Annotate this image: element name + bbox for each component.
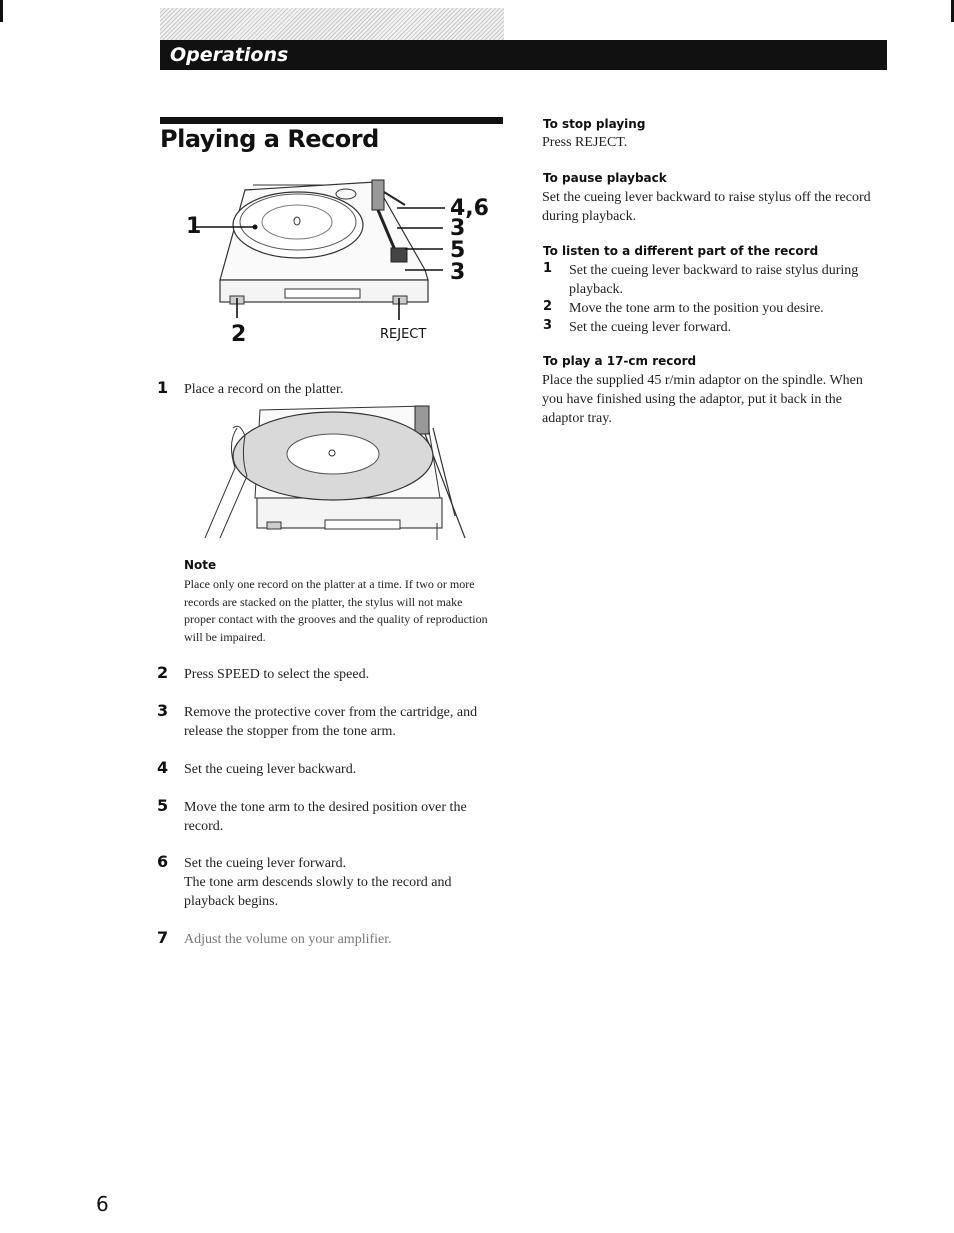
callout-label: 5 [450,238,466,263]
step-number: 1 [157,378,169,397]
step-number: 2 [157,663,169,682]
note-heading: Note [184,558,217,572]
section-heading-pause: To pause playback [543,171,667,185]
callout-label: 4,6 [450,196,489,221]
page-edge-mark [0,0,3,22]
callout-label: 2 [231,322,247,347]
list-text: Set the cueing lever backward to raise stylus during playback. [569,263,859,297]
step-text: Adjust the volume on your amplifier. [184,932,392,947]
step-text: Press SPEED to select the speed. [184,667,370,682]
section-text-17cm: Place the supplied 45 r/min adaptor on the spindle. When you have finished using the adaptor, put it back in the adaptor tray. [542,373,863,426]
step-text: Place a record on the platter. [184,382,344,397]
section-title: Operations [170,44,289,66]
list-text: Move the tone arm to the position you desire. [569,301,824,316]
reject-label: REJECT [380,327,427,342]
note-text: Place only one record on the platter at a time. If two or more records are stacked on the platter, the stylus will not make proper contact with the grooves and the quality of reproduction will be impaired. [184,577,488,644]
callout-label: 3 [450,260,466,285]
page-title: Playing a Record [160,125,379,153]
header-texture [160,8,504,40]
callout-label: 3 [450,216,466,241]
step-extra-text: The tone arm descends slowly to the record and playback begins. [184,875,452,909]
list-text: Set the cueing lever forward. [569,320,732,335]
step-number: 6 [157,852,169,871]
step-number: 5 [157,796,169,815]
step-number: 4 [157,758,169,777]
step-number: 3 [157,701,169,720]
page-number: 6 [96,1192,109,1216]
step-text: Set the cueing lever backward. [184,762,357,777]
step-text: Move the tone arm to the desired position over the record. [184,800,467,834]
place-record-illustration [185,398,470,543]
list-number: 2 [543,299,553,314]
step-text: Set the cueing lever forward. [184,856,347,871]
section-text-stop: Press REJECT. [542,135,628,150]
section-heading-listen: To listen to a different part of the record [543,244,819,258]
title-rule [160,117,503,124]
list-number: 1 [543,261,553,276]
callout-label: 1 [186,214,202,239]
section-heading-stop: To stop playing [543,117,646,131]
section-heading-17cm: To play a 17-cm record [543,354,697,368]
list-number: 3 [543,318,553,333]
step-text: Remove the protective cover from the cartridge, and release the stopper from the tone arm. [184,705,478,739]
section-text-pause: Set the cueing lever backward to raise stylus off the record during playback. [542,190,871,224]
step-number: 7 [157,928,169,947]
